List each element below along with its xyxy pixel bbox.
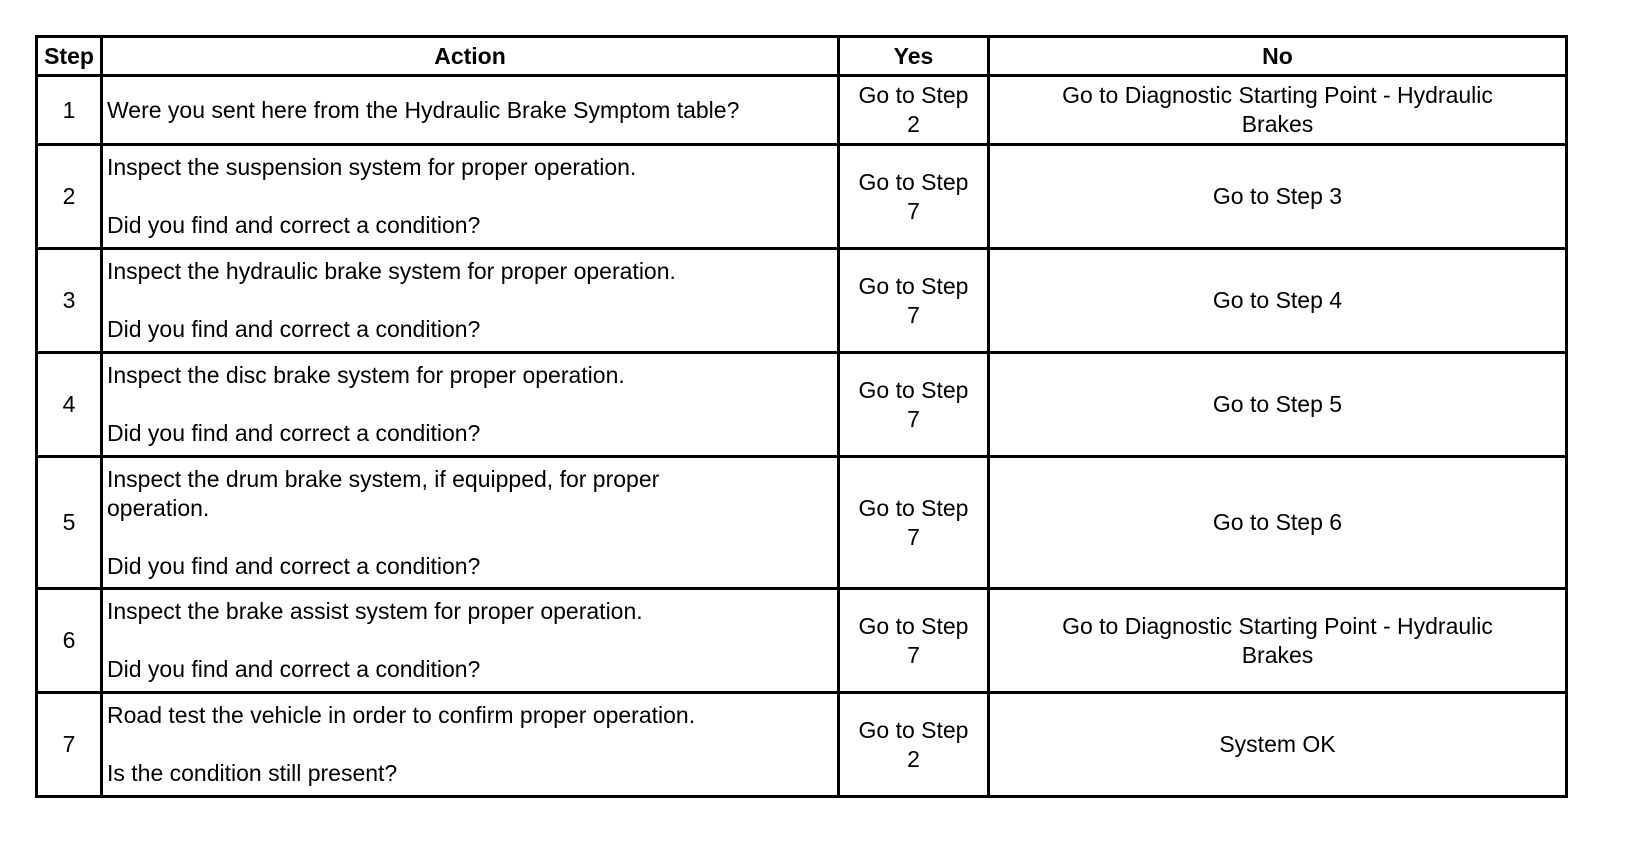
step-number: 1 (37, 76, 102, 145)
no-text: Go to Diagnostic Starting Point - Hydraulic (1062, 612, 1493, 639)
yes-cell (839, 693, 989, 797)
table-row (37, 353, 1567, 457)
action-question: Did you find and correct a condition? (107, 212, 481, 238)
no-cell (989, 145, 1567, 249)
action-cell (102, 693, 839, 797)
yes-text: Go to Step (858, 82, 969, 108)
no-cell (989, 249, 1567, 353)
table-row (37, 145, 1567, 249)
table-row (37, 693, 1567, 797)
yes-step: 7 (907, 197, 920, 224)
header-row (37, 37, 1567, 76)
action-text: Inspect the drum brake system, if equipped, for proper (107, 465, 660, 492)
action-text: Inspect the hydraulic brake system for proper operation. (107, 258, 676, 284)
step-number: 2 (37, 145, 102, 249)
header-yes: Yes (839, 37, 989, 76)
action-cell (102, 589, 839, 693)
no-text: Go to Step 4 (1212, 287, 1343, 313)
yes-text: Go to Step (858, 612, 969, 639)
action-cell (102, 145, 839, 249)
yes-cell (839, 457, 989, 589)
yes-step: 2 (907, 745, 920, 772)
action-question: Did you find and correct a condition? (107, 656, 481, 682)
yes-cell (839, 145, 989, 249)
action-text: Road test the vehicle in order to confirm proper operation. (107, 702, 696, 728)
action-text: Inspect the suspension system for proper operation. (107, 154, 637, 180)
yes-text: Go to Step (858, 376, 969, 403)
action-text: Inspect the disc brake system for proper operation. (107, 362, 625, 388)
no-cell (989, 457, 1567, 589)
step-number: 5 (37, 457, 102, 589)
step-number: 6 (37, 589, 102, 693)
header-action: Action (102, 37, 839, 76)
yes-text: Go to Step (858, 716, 969, 743)
yes-step: 7 (907, 641, 920, 668)
yes-text: Go to Step (858, 494, 969, 521)
table-row (37, 589, 1567, 693)
table-row (37, 76, 1567, 145)
diagnostic-table (35, 35, 1568, 798)
step-number: 7 (37, 693, 102, 797)
action-text: Were you sent here from the Hydraulic Brake Symptom table? (107, 96, 740, 123)
table-row (37, 457, 1567, 589)
no-cell (989, 693, 1567, 797)
step-number: 4 (37, 353, 102, 457)
header-no: No (989, 37, 1567, 76)
no-cell (989, 76, 1567, 145)
action-text: Inspect the brake assist system for proper operation. (107, 598, 643, 624)
no-text-cont: Brakes (1241, 111, 1314, 137)
no-text: Go to Diagnostic Starting Point - Hydraulic (1062, 82, 1493, 108)
action-text-cont: operation. (107, 494, 210, 521)
action-cell (102, 76, 839, 145)
yes-cell (839, 589, 989, 693)
header-step: Step (37, 37, 102, 76)
no-text: Go to Step 3 (1212, 183, 1343, 209)
action-cell (102, 249, 839, 353)
yes-step: 7 (907, 301, 920, 328)
action-question: Did you find and correct a condition? (107, 552, 481, 579)
action-question: Is the condition still present? (107, 760, 398, 786)
no-cell (989, 353, 1567, 457)
yes-text: Go to Step (858, 168, 969, 195)
yes-cell (839, 353, 989, 457)
no-cell (989, 589, 1567, 693)
action-cell (102, 353, 839, 457)
yes-text: Go to Step (858, 272, 969, 299)
yes-step: 7 (907, 523, 920, 550)
action-cell (102, 457, 839, 589)
action-question: Did you find and correct a condition? (107, 316, 481, 342)
no-text: Go to Step 5 (1212, 391, 1343, 417)
no-text: System OK (1219, 731, 1336, 757)
no-text: Go to Step 6 (1212, 509, 1343, 535)
no-text-cont: Brakes (1241, 641, 1314, 668)
step-number: 3 (37, 249, 102, 353)
action-question: Did you find and correct a condition? (107, 420, 481, 446)
yes-cell (839, 76, 989, 145)
yes-cell (839, 249, 989, 353)
yes-step: 7 (907, 405, 920, 432)
yes-step: 2 (907, 111, 920, 137)
table-row (37, 249, 1567, 353)
